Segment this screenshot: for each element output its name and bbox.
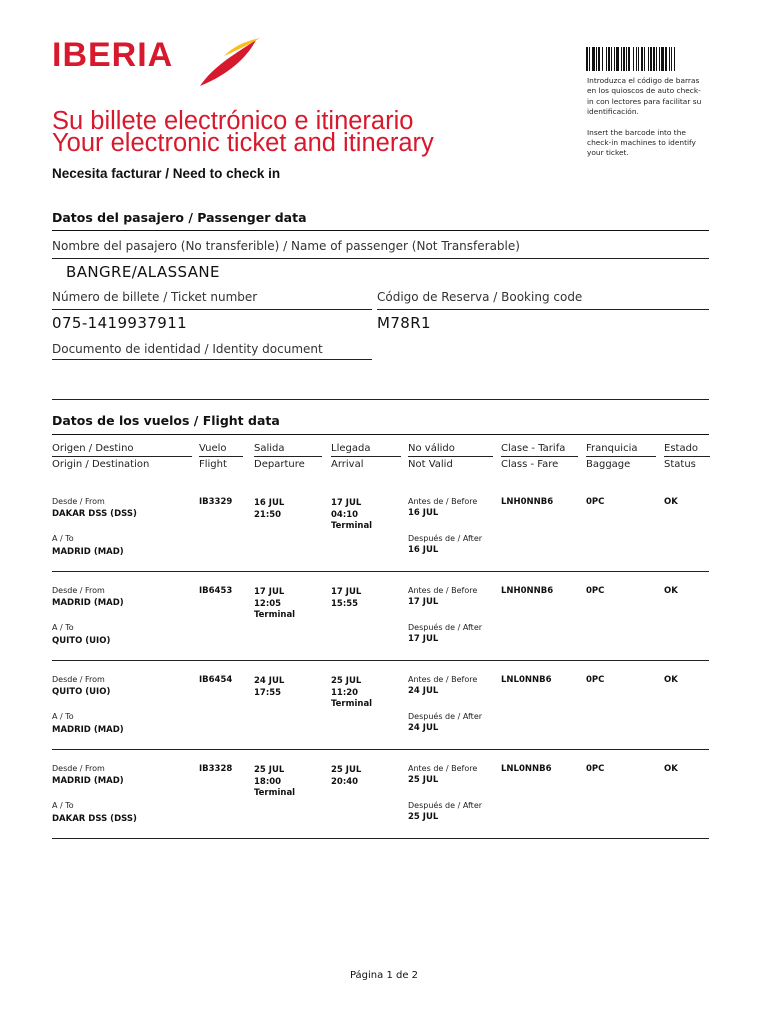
barcode-help-en: Insert the barcode into the check-in machines to identify your ticket. xyxy=(587,127,696,158)
departure-time: 12:05 xyxy=(254,598,282,609)
divider xyxy=(331,456,401,457)
origin-airport: QUITO (UIO) xyxy=(52,687,111,697)
arrival-time: 11:20 xyxy=(331,687,359,698)
divider xyxy=(52,309,372,310)
column-header-0-en: Origin / Destination xyxy=(52,459,150,470)
column-header-0: Origen / Destino xyxy=(52,443,134,454)
column-header-7-en: Status xyxy=(664,459,696,470)
destination-airport: DAKAR DSS (DSS) xyxy=(52,814,137,824)
divider xyxy=(52,230,709,231)
destination-airport: MADRID (MAD) xyxy=(52,547,124,557)
destination-airport: MADRID (MAD) xyxy=(52,725,124,735)
flight-number: IB3328 xyxy=(199,764,233,774)
baggage-allowance: 0PC xyxy=(586,586,605,596)
divider xyxy=(408,456,493,457)
divider xyxy=(377,309,709,310)
page-title-es: Su billete electrónico e itinerario xyxy=(52,107,414,135)
divider xyxy=(52,399,709,400)
arrival-date: 25 JUL xyxy=(331,676,362,686)
ticket-number-label: Número de billete / Ticket number xyxy=(52,290,258,304)
not-valid-before-label: Antes de / Before xyxy=(408,764,478,773)
not-valid-before-label: Antes de / Before xyxy=(408,586,478,595)
divider xyxy=(254,456,322,457)
column-header-1: Vuelo xyxy=(199,443,227,454)
identity-document-label: Documento de identidad / Identity document xyxy=(52,342,323,356)
not-valid-before-date: 16 JUL xyxy=(408,508,439,518)
flight-number: IB3329 xyxy=(199,497,233,507)
fare-class: LNH0NNB6 xyxy=(501,586,554,596)
origin-airport: MADRID (MAD) xyxy=(52,598,124,608)
brand-logo-text: IBERIA xyxy=(52,36,174,74)
arrival-terminal: Terminal xyxy=(331,699,373,709)
origin-airport: DAKAR DSS (DSS) xyxy=(52,509,137,519)
arrival-date: 17 JUL xyxy=(331,498,362,508)
divider xyxy=(501,456,578,457)
flight-status: OK xyxy=(664,764,678,774)
arrival-time: 04:10 xyxy=(331,509,359,520)
page-number: Página 1 de 2 xyxy=(349,970,419,981)
departure-date: 17 JUL xyxy=(254,587,285,597)
column-header-4: No válido xyxy=(408,443,455,454)
column-header-4-en: Not Valid xyxy=(408,459,453,470)
divider xyxy=(52,434,709,435)
departure-time: 21:50 xyxy=(254,509,282,520)
from-label: Desde / From xyxy=(52,764,105,773)
arrival-time: 20:40 xyxy=(331,776,359,787)
row-divider xyxy=(52,571,709,572)
departure-date: 24 JUL xyxy=(254,676,285,686)
baggage-allowance: 0PC xyxy=(586,497,605,507)
arrival-time: 15:55 xyxy=(331,598,359,609)
iberia-swoosh-icon xyxy=(196,36,262,88)
departure-terminal: Terminal xyxy=(254,788,296,798)
departure-time: 18:00 xyxy=(254,776,282,787)
not-valid-before-label: Antes de / Before xyxy=(408,675,478,684)
arrival-terminal: Terminal xyxy=(331,521,373,531)
divider xyxy=(52,456,192,457)
column-header-2-en: Departure xyxy=(254,459,305,470)
to-label: A / To xyxy=(52,534,74,543)
barcode-help xyxy=(587,76,705,169)
column-header-5-en: Class - Fare xyxy=(501,459,559,470)
column-header-6: Franquicia xyxy=(586,443,638,454)
flight-number: IB6454 xyxy=(199,675,233,685)
departure-date: 16 JUL xyxy=(254,498,285,508)
flight-section-title: Datos de los vuelos / Flight data xyxy=(52,413,280,428)
flight-status: OK xyxy=(664,497,678,507)
to-label: A / To xyxy=(52,712,74,721)
flight-status: OK xyxy=(664,586,678,596)
booking-code-label: Código de Reserva / Booking code xyxy=(377,290,583,304)
column-header-5: Clase - Tarifa xyxy=(501,443,566,454)
passenger-name-value: BANGRE/ALASSANE xyxy=(66,263,220,281)
page-title xyxy=(52,107,434,157)
ticket-number-value: 075-1419937911 xyxy=(52,314,188,332)
page-title-en: Your electronic ticket and itinerary xyxy=(52,129,434,157)
checkin-notice: Necesita facturar / Need to check in xyxy=(52,166,281,181)
row-divider xyxy=(52,749,709,750)
column-header-6-en: Baggage xyxy=(586,459,631,470)
column-header-3-en: Arrival xyxy=(331,459,364,470)
origin-airport: MADRID (MAD) xyxy=(52,776,124,786)
divider xyxy=(664,456,710,457)
not-valid-after-date: 17 JUL xyxy=(408,634,439,644)
not-valid-after-label: Después de / After xyxy=(408,712,483,721)
destination-airport: QUITO (UIO) xyxy=(52,636,111,646)
divider xyxy=(199,456,243,457)
arrival-date: 25 JUL xyxy=(331,765,362,775)
fare-class: LNH0NNB6 xyxy=(501,497,554,507)
not-valid-after-label: Después de / After xyxy=(408,623,483,632)
divider xyxy=(52,359,372,360)
passenger-name-label: Nombre del pasajero (No transferible) / Name of passenger (Not Transferable) xyxy=(52,239,520,253)
row-divider xyxy=(52,660,709,661)
not-valid-after-label: Después de / After xyxy=(408,534,483,543)
barcode-help-es: Introduzca el código de barras en los quioscos de auto check-in con lectores para facilitar su identificación. xyxy=(587,76,702,117)
passenger-section-title: Datos del pasajero / Passenger data xyxy=(52,210,307,225)
booking-code-value: M78R1 xyxy=(377,314,431,332)
column-header-7: Estado xyxy=(664,443,699,454)
departure-terminal: Terminal xyxy=(254,610,296,620)
to-label: A / To xyxy=(52,801,74,810)
not-valid-before-label: Antes de / Before xyxy=(408,497,478,506)
not-valid-before-date: 24 JUL xyxy=(408,686,439,696)
column-header-2: Salida xyxy=(254,443,285,454)
not-valid-after-date: 16 JUL xyxy=(408,545,439,555)
column-header-1-en: Flight xyxy=(199,459,227,470)
baggage-allowance: 0PC xyxy=(586,675,605,685)
not-valid-after-label: Después de / After xyxy=(408,801,483,810)
baggage-allowance: 0PC xyxy=(586,764,605,774)
not-valid-before-date: 25 JUL xyxy=(408,775,439,785)
flight-number: IB6453 xyxy=(199,586,233,596)
barcode-icon xyxy=(586,47,714,71)
divider xyxy=(586,456,656,457)
not-valid-before-date: 17 JUL xyxy=(408,597,439,607)
to-label: A / To xyxy=(52,623,74,632)
departure-time: 17:55 xyxy=(254,687,282,698)
from-label: Desde / From xyxy=(52,497,105,506)
fare-class: LNL0NNB6 xyxy=(501,764,552,774)
row-divider xyxy=(52,838,709,839)
fare-class: LNL0NNB6 xyxy=(501,675,552,685)
not-valid-after-date: 25 JUL xyxy=(408,812,439,822)
column-header-3: Llegada xyxy=(331,443,371,454)
arrival-date: 17 JUL xyxy=(331,587,362,597)
departure-date: 25 JUL xyxy=(254,765,285,775)
divider xyxy=(52,258,709,259)
from-label: Desde / From xyxy=(52,586,105,595)
flight-status: OK xyxy=(664,675,678,685)
not-valid-after-date: 24 JUL xyxy=(408,723,439,733)
from-label: Desde / From xyxy=(52,675,105,684)
